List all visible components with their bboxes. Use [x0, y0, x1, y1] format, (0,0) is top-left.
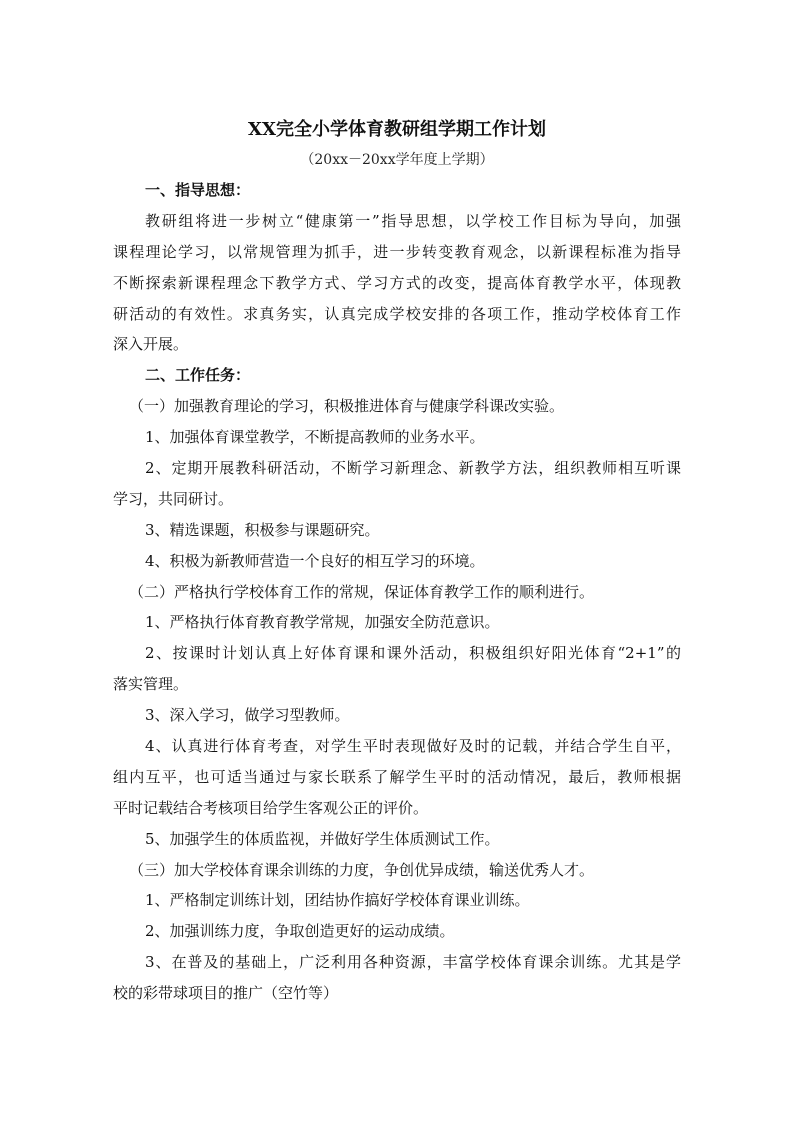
paragraph-line: 课程理论学习，以常规管理为抓手，进一步转变教育观念，以新课程标准为指导 [113, 242, 681, 261]
paragraph-line: 4、积极为新教师营造一个良好的相互学习的环境。 [145, 551, 485, 570]
paragraph-line: 4、认真进行体育考查，对学生平时表现做好及时的记载，并结合学生自平， [145, 737, 681, 756]
paragraph-line: 学习，共同研讨。 [113, 489, 234, 508]
section-heading: 一、指导思想： [145, 181, 251, 199]
paragraph-line: 3、深入学习，做学习型教师。 [145, 706, 350, 725]
paragraph-line: 2、加强训练力度，争取创造更好的运动成绩。 [145, 922, 455, 941]
document-title: XX完全小学体育教研组学期工作计划 [248, 119, 546, 140]
paragraph-line: 落实管理。 [113, 675, 189, 694]
paragraph-line: 5、加强学生的体质监视，并做好学生体质测试工作。 [145, 829, 500, 848]
paragraph-line: 组内互平，也可适当通过与家长联系了解学生平时的活动情况，最后，教师根据 [113, 767, 681, 786]
document-body [113, 175, 681, 1009]
section-heading: 二、工作任务： [145, 366, 251, 385]
paragraph-line: 教研组将进一步树立“健康第一”指导思想，以学校工作目标为导向，加强 [145, 211, 681, 230]
subsection-line: （一）加强教育理论的学习，积极推进体育与健康学科课改实验。 [129, 397, 565, 416]
document-page [113, 115, 681, 1009]
document-subtitle: （20xx－20xx学年度上学期） [300, 152, 494, 168]
paragraph-line: 2、定期开展教科研活动，不断学习新理念、新教学方法，组织教师相互听课 [145, 459, 681, 478]
paragraph-line: 3、在普及的基础上，广泛利用各种资源，丰富学校体育课余训练。尤其是学 [145, 953, 681, 972]
paragraph-line: 研活动的有效性。求真务实，认真完成学校安排的各项工作，推动学校体育工作 [113, 304, 681, 323]
paragraph-line: 1、加强体育课堂教学，不断提高教师的业务水平。 [145, 428, 485, 447]
subsection-line: （三）加大学校体育课余训练的力度，争创优异成绩，输送优秀人才。 [129, 860, 595, 879]
paragraph-line: 校的彩带球项目的推广（空竹等） [113, 984, 339, 1003]
paragraph-line: 不断探索新课程理念下教学方式、学习方式的改变，提高体育教学水平，体现教 [113, 273, 681, 292]
paragraph-line: 1、严格制定训练计划，团结协作搞好学校体育课业训练。 [145, 891, 530, 910]
subsection-line: （二）严格执行学校体育工作的常规，保证体育教学工作的顺利进行。 [129, 582, 595, 601]
paragraph-line: 深入开展。 [113, 335, 189, 354]
paragraph-line: 平时记载结合考核项目给学生客观公正的评价。 [113, 798, 429, 817]
paragraph-line: 1、严格执行体育教育教学常规，加强安全防范意识。 [145, 613, 500, 632]
paragraph-line: 2、按课时计划认真上好体育课和课外活动，积极组织好阳光体育“2+1”的 [145, 644, 681, 663]
paragraph-line: 3、精选课题，积极参与课题研究。 [145, 520, 380, 539]
